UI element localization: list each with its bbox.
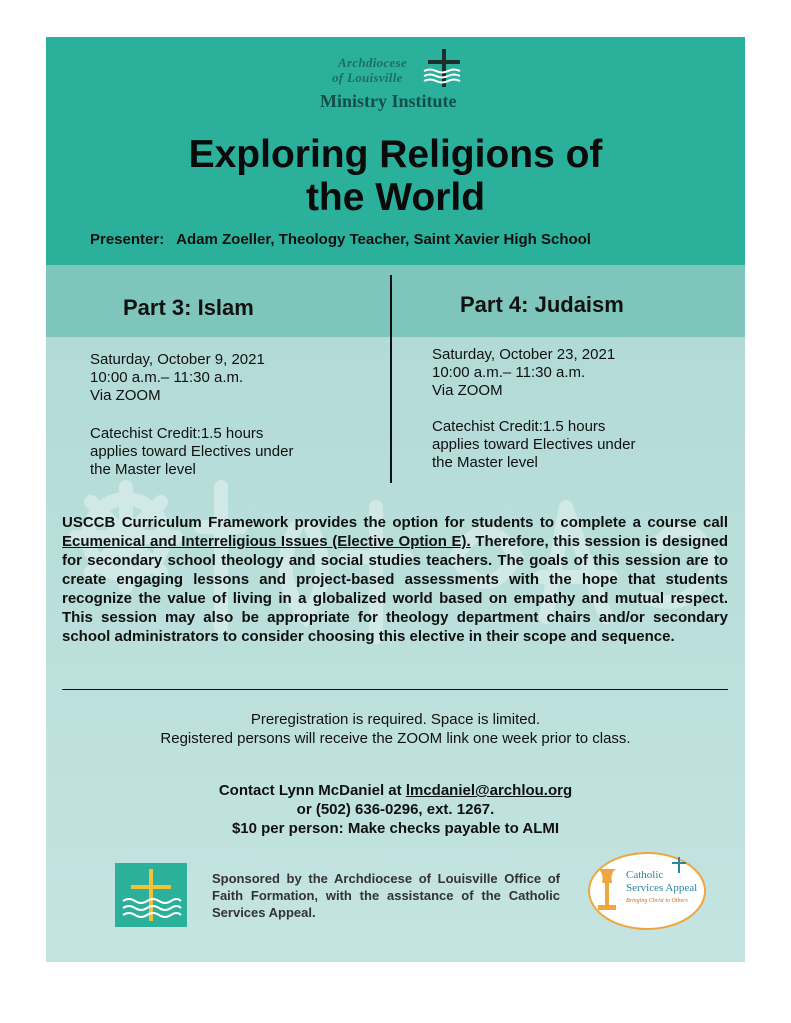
cross-waves-icon — [422, 49, 466, 89]
part3-via: Via ZOOM — [90, 387, 161, 404]
contact-prefix: Contact Lynn McDaniel at — [218, 782, 406, 799]
csa-text-line2: Services Appeal — [626, 882, 698, 894]
description-paragraph — [62, 513, 728, 646]
logo-line-ministry-institute: Ministry Institute — [320, 91, 457, 111]
contact-line — [46, 781, 745, 800]
part3-heading: Part 3: Islam — [123, 295, 254, 320]
archdiocese-cross-logo — [115, 863, 187, 927]
part4-heading: Part 4: Judaism — [460, 292, 624, 317]
title-line-2: the World — [305, 176, 486, 219]
csa-text-line1: Catholic — [626, 869, 664, 881]
catholic-services-appeal-logo — [586, 849, 708, 933]
logo-line-archdiocese: Archdiocese — [338, 55, 408, 70]
part4-via: Via ZOOM — [432, 382, 503, 399]
description-intro: USCCB Curriculum Framework provides the option for students to complete a course call — [62, 514, 728, 531]
part3-date: Saturday, October 9, 2021 — [90, 351, 265, 368]
registration-notice — [46, 710, 745, 748]
logo-line-louisville: of Louisville — [332, 70, 403, 85]
sponsor-text: Sponsored by the Archdiocese of Louisville Office of Faith Formation, with the assistance of the Catholic Services Appeal. — [212, 871, 560, 920]
page-title — [46, 133, 745, 219]
part4-credit-line1: Catechist Credit:1.5 hours — [432, 418, 606, 435]
presenter-line: Presenter: Adam Zoeller, Theology Teacher, Saint Xavier High School — [90, 231, 591, 248]
registration-line1: Preregistration is required. Space is limited. — [250, 711, 541, 728]
elective-option-link[interactable]: Ecumenical and Interreligious Issues (Elective Option E). — [62, 533, 471, 550]
description-body: Therefore, this session is designed for secondary school theology and social studies teachers. The goals of this session are to create engaging lessons and project-based assessments with the hope that students recognize the value of living in a globalized world based on empathy and mutual respect. This session may also be appropriate for theology department chairs and/or secondary school administrators to consider choosing this elective in their scope and sequence. — [62, 533, 728, 645]
registration-line2: Registered persons will receive the ZOOM link one week prior to class. — [160, 730, 631, 747]
contact-phone: or (502) 636-0296, ext. 1267. — [296, 801, 495, 818]
part4-time: 10:00 a.m.– 11:30 a.m. — [432, 364, 586, 381]
part4-credit — [432, 418, 692, 472]
part3-time: 10:00 a.m.– 11:30 a.m. — [90, 369, 244, 386]
part3-credit — [90, 425, 350, 479]
column-divider — [390, 275, 392, 483]
ministry-institute-logo — [318, 49, 493, 115]
part4-credit-line2: applies toward Electives under — [432, 436, 636, 453]
part3-credit-line3: the Master level — [90, 461, 196, 478]
contact-fee: $10 per person: Make checks payable to ALMI — [231, 820, 560, 837]
part3-credit-line1: Catechist Credit:1.5 hours — [90, 425, 264, 442]
horizontal-rule — [62, 689, 728, 690]
part4-schedule — [432, 346, 615, 400]
flyer — [46, 37, 745, 962]
part3-schedule — [90, 351, 265, 405]
part3-credit-line2: applies toward Electives under — [90, 443, 294, 460]
csa-tagline: Bringing Christ to Others — [626, 898, 688, 904]
contact-block — [46, 781, 745, 838]
part4-credit-line3: the Master level — [432, 454, 538, 471]
title-line-1: Exploring Religions of — [188, 133, 603, 176]
contact-email-link[interactable]: lmcdaniel@archlou.org — [405, 782, 573, 799]
part4-date: Saturday, October 23, 2021 — [432, 346, 616, 363]
